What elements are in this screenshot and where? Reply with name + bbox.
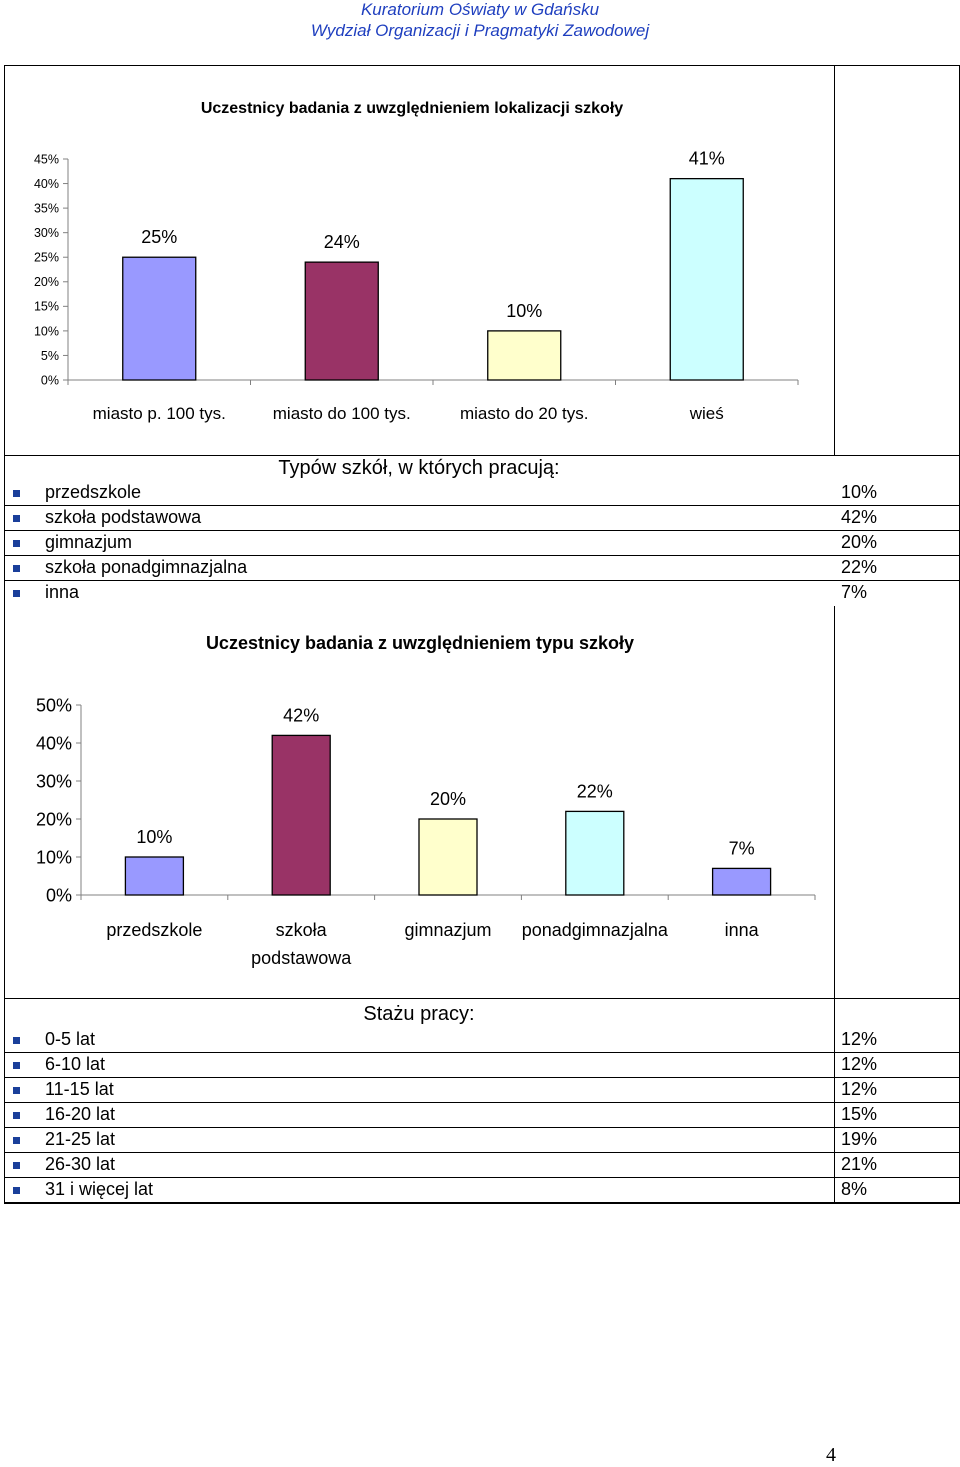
x-tick-label: miasto do 100 tys.: [272, 404, 411, 423]
bar: [125, 857, 183, 895]
page-number: 4: [826, 1444, 836, 1466]
x-tick-label: przedszkole: [106, 920, 203, 940]
bullet-icon: [13, 540, 20, 547]
table-row-value: 42%: [841, 507, 878, 527]
table-row-label: 31 i więcej lat: [45, 1179, 154, 1199]
bar: [488, 331, 561, 380]
table-row-value: 12%: [841, 1079, 878, 1099]
y-tick-label: 15%: [33, 299, 59, 314]
table-row-value: 7%: [841, 582, 868, 602]
bullet-icon: [13, 1062, 20, 1069]
bar: [123, 257, 196, 380]
table-row-label: 11-15 lat: [45, 1079, 114, 1099]
row-divider: [4, 1177, 960, 1178]
bullet-icon: [13, 1162, 20, 1169]
location-chart: [0, 0, 960, 440]
bullet-icon: [13, 490, 20, 497]
x-tick-label: ponadgimnazjalna: [521, 920, 668, 940]
table-row-value: 15%: [841, 1104, 878, 1124]
data-label: 10%: [506, 300, 543, 321]
y-tick-label: 10%: [33, 324, 59, 339]
bullet-icon: [13, 1037, 20, 1044]
bullet-icon: [13, 565, 20, 572]
data-label: 25%: [141, 227, 178, 248]
bullet-icon: [13, 590, 20, 597]
row-divider: [4, 1152, 960, 1153]
bullet-icon: [13, 1112, 20, 1119]
table-row-value: 22%: [841, 557, 878, 577]
bullet-icon: [13, 515, 20, 522]
divider-line: [4, 455, 960, 456]
table-row-value: 20%: [841, 532, 878, 552]
y-tick-label: 20%: [33, 275, 59, 290]
bar: [272, 735, 330, 895]
y-tick-label: 0%: [45, 885, 72, 906]
data-label: 42%: [283, 705, 320, 726]
y-tick-label: 10%: [35, 847, 72, 868]
bar: [419, 819, 477, 895]
table-row-label: przedszkole: [45, 482, 142, 502]
y-tick-label: 40%: [35, 733, 72, 754]
y-tick-label: 40%: [33, 176, 59, 191]
row-divider: [4, 580, 960, 581]
seniority-title: Stażu pracy:: [363, 1003, 475, 1025]
y-tick-label: 0%: [40, 373, 59, 388]
table-row-label: inna: [45, 582, 80, 602]
table-row-label: 26-30 lat: [45, 1154, 116, 1174]
bar: [713, 868, 771, 895]
bullet-icon: [13, 1087, 20, 1094]
table-row-label: 6-10 lat: [45, 1054, 106, 1074]
row-divider: [4, 1102, 960, 1103]
y-tick-label: 30%: [35, 771, 72, 792]
y-tick-label: 25%: [33, 250, 59, 265]
divider-line: [4, 998, 960, 999]
bar: [670, 179, 743, 380]
data-label: 22%: [576, 781, 613, 802]
table-row-value: 19%: [841, 1129, 878, 1149]
y-tick-label: 5%: [40, 348, 59, 363]
table-row-value: 21%: [841, 1154, 878, 1174]
table-row-label: 16-20 lat: [45, 1104, 116, 1124]
row-divider: [4, 1127, 960, 1128]
data-label: 24%: [323, 232, 360, 253]
table-row-label: szkoła podstawowa: [45, 507, 202, 527]
table-row-value: 8%: [841, 1179, 868, 1199]
header-department: Wydział Organizacji i Pragmatyki Zawodowej: [310, 21, 650, 40]
row-divider: [4, 1077, 960, 1078]
table-row-label: 21-25 lat: [45, 1129, 116, 1149]
row-divider: [4, 1052, 960, 1053]
table-row-label: 0-5 lat: [45, 1029, 96, 1049]
row-divider: [4, 555, 960, 556]
x-tick-label: miasto p. 100 tys.: [92, 404, 226, 423]
row-divider: [4, 530, 960, 531]
row-divider: [4, 505, 960, 506]
data-label: 7%: [728, 838, 755, 859]
y-tick-label: 30%: [33, 226, 59, 241]
school-types-title: Typów szkół, w których pracują:: [278, 457, 560, 479]
divider-line: [4, 1203, 960, 1204]
data-label: 41%: [688, 148, 725, 169]
y-tick-label: 50%: [35, 695, 72, 716]
bullet-icon: [13, 1137, 20, 1144]
x-tick-label: miasto do 20 tys.: [459, 404, 589, 423]
bar: [305, 262, 378, 380]
table-row-value: 12%: [841, 1054, 878, 1074]
school-type-chart: [0, 600, 960, 990]
x-tick-label: podstawowa: [251, 948, 352, 968]
data-label: 20%: [429, 789, 467, 809]
y-tick-label: 45%: [33, 152, 59, 167]
bar: [566, 811, 624, 895]
data-label: 10%: [136, 827, 173, 847]
bullet-icon: [13, 1187, 20, 1194]
table-row-label: szkoła ponadgimnazjalna: [45, 557, 248, 577]
y-tick-label: 20%: [35, 809, 72, 830]
x-tick-label: gimnazjum: [404, 920, 492, 940]
x-tick-label: szkoła: [275, 920, 327, 940]
y-tick-label: 35%: [33, 201, 59, 216]
x-tick-label: inna: [724, 920, 759, 940]
header-institution: Kuratorium Oświaty w Gdańsku: [360, 0, 600, 19]
x-tick-label: wieś: [689, 404, 724, 423]
chart-title: Uczestnicy badania z uwzględnieniem typu szkoły: [205, 633, 635, 653]
table-row-value: 12%: [841, 1029, 878, 1049]
table-row-label: gimnazjum: [45, 532, 133, 552]
table-row-value: 10%: [841, 482, 878, 502]
chart-title: Uczestnicy badania z uwzględnieniem lokalizacji szkoły: [200, 100, 624, 117]
